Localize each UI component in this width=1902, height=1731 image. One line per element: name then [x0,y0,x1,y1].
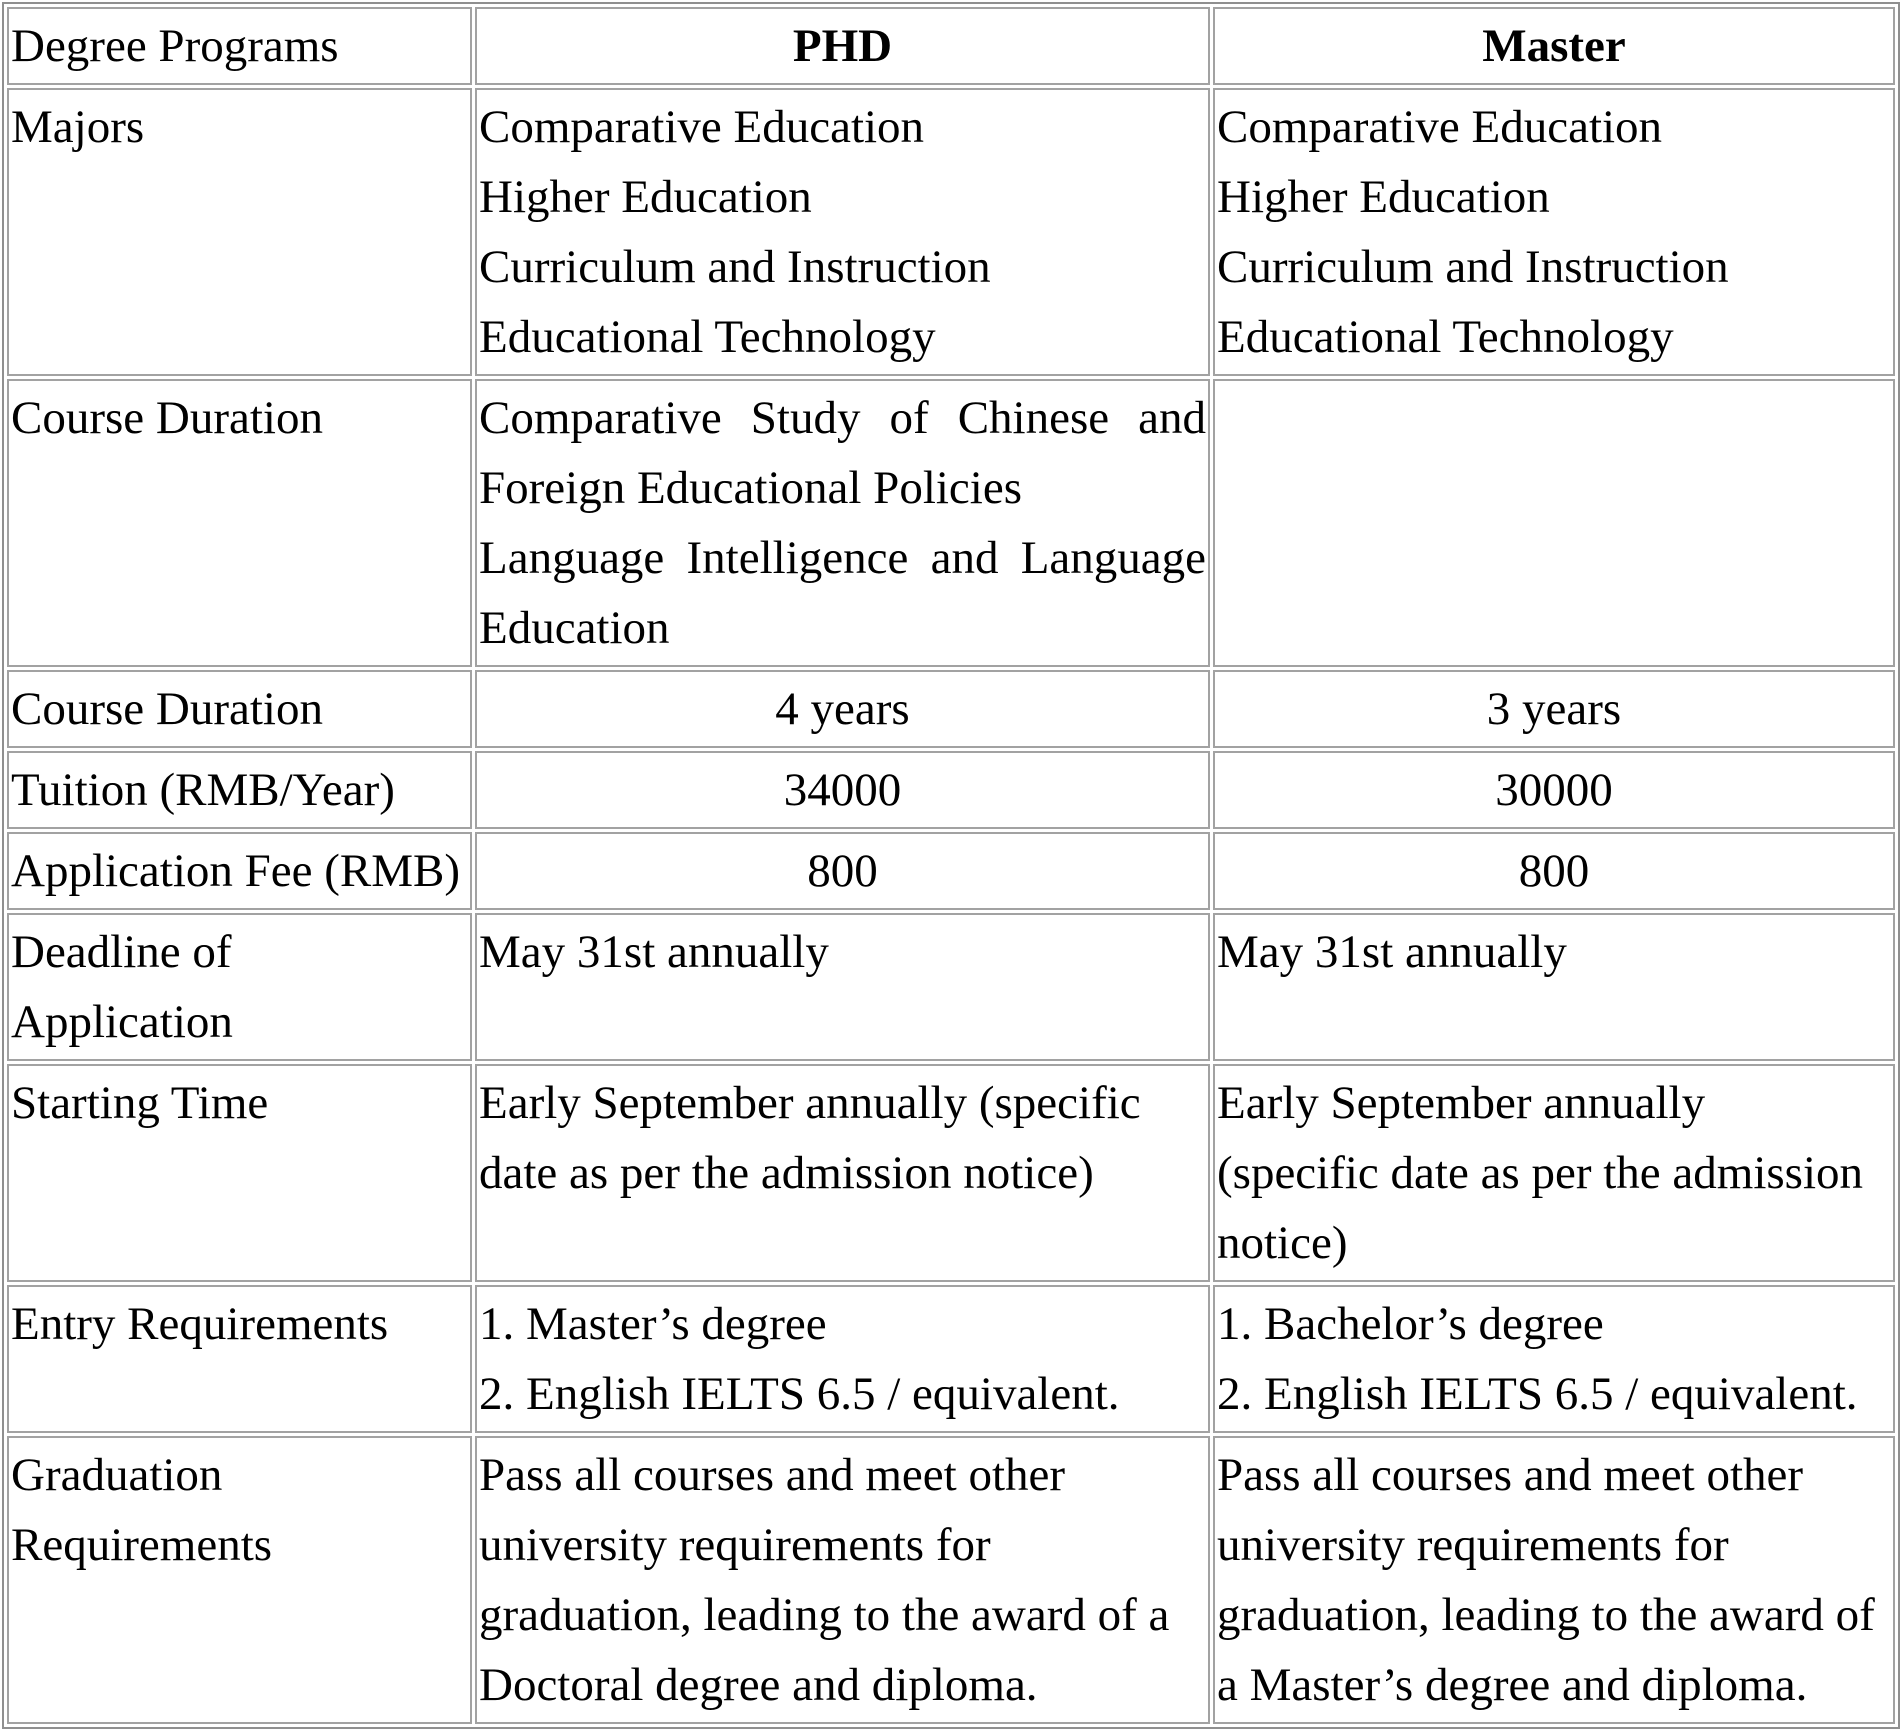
row-label-cell [7,1285,472,1433]
text-line: 800 [1518,845,1590,897]
table-row [7,1285,1895,1433]
text-line: Comparative Study of Chinese and [479,392,1206,444]
phd-cell [475,88,1210,376]
text-line: (specific date as per the admission [1217,1147,1864,1199]
text-line: May 31st annually [479,926,829,978]
table-head [7,7,1895,85]
text-line: date as per the admission notice) [479,1147,1094,1199]
phd-cell [475,1064,1210,1282]
text-line: university requirements for [1217,1519,1729,1571]
text-line: 30000 [1495,764,1613,816]
phd-cell [475,751,1210,829]
text-line: Entry Requirements [11,1298,389,1350]
table-row [7,1436,1895,1724]
header-cell-phd [475,7,1210,85]
phd-cell [475,379,1210,667]
text-line: Tuition (RMB/Year) [11,764,395,816]
table-row [7,670,1895,748]
table-row [7,913,1895,1061]
table-row [7,832,1895,910]
text-line: 2. English IELTS 6.5 / equivalent. [479,1368,1120,1420]
master-cell [1213,1285,1895,1433]
text-line: 4 years [775,683,910,735]
master-cell [1213,832,1895,910]
row-label-cell [7,913,472,1061]
table-row [7,1064,1895,1282]
text-line: Requirements [11,1519,273,1571]
text-line: Graduation [11,1449,223,1501]
row-label-cell [7,1064,472,1282]
text-line: Early September annually [1217,1077,1706,1129]
text-line: Foreign Educational Policies [479,462,1023,514]
text-line: 1. Master’s degree [479,1298,827,1350]
header-cell-degree-programs [7,7,472,85]
phd-cell [475,1285,1210,1433]
text-line: graduation, leading to the award of a [479,1589,1170,1641]
text-line: 3 years [1486,683,1622,735]
text-line: Language Intelligence and Language [479,532,1206,584]
table-row [7,379,1895,667]
text-line: Application [11,996,233,1048]
degree-programs-table [2,2,1900,1729]
master-cell [1213,1064,1895,1282]
text-line: Higher Education [479,171,812,223]
header-label: PHD [792,20,893,72]
row-label-cell [7,88,472,376]
row-label-cell [7,1436,472,1724]
text-line: Doctoral degree and diploma. [479,1659,1038,1711]
text-line: Curriculum and Instruction [479,241,991,293]
text-line: Pass all courses and meet other [1217,1449,1804,1501]
text-line: Educational Technology [1217,311,1674,363]
phd-cell [475,913,1210,1061]
master-cell [1213,670,1895,748]
text-line: Comparative Education [1217,101,1663,153]
header-cell-master [1213,7,1895,85]
text-line: 2. English IELTS 6.5 / equivalent. [1217,1368,1858,1420]
text-line: university requirements for [479,1519,991,1571]
table-row [7,88,1895,376]
text-line: Course Duration [11,683,323,735]
row-label-cell [7,751,472,829]
phd-cell [475,1436,1210,1724]
text-line: a Master’s degree and diploma. [1217,1659,1808,1711]
text-line: Application Fee (RMB) [11,845,461,897]
master-cell [1213,913,1895,1061]
text-line: Educational Technology [479,311,936,363]
master-cell [1213,379,1895,667]
text-line: notice) [1217,1217,1348,1269]
text-line: 1. Bachelor’s degree [1217,1298,1604,1350]
phd-cell [475,670,1210,748]
text-line: Comparative Education [479,101,925,153]
text-line: Education [479,602,670,654]
text-line: May 31st annually [1217,926,1567,978]
master-cell [1213,88,1895,376]
text-line: 800 [807,845,878,897]
text-line: 34000 [783,764,902,816]
text-line: Early September annually (specific [479,1077,1141,1129]
phd-cell [475,832,1210,910]
text-line: graduation, leading to the award of [1217,1589,1875,1641]
row-label-cell [7,670,472,748]
header-label: Degree Programs [11,20,339,72]
row-label-cell [7,379,472,667]
text-line: Pass all courses and meet other [479,1449,1066,1501]
table-header-row [7,7,1895,85]
text-line: Course Duration [11,392,323,444]
text-line: Starting Time [11,1077,269,1129]
master-cell [1213,1436,1895,1724]
text-line: Higher Education [1217,171,1550,223]
table-body [7,88,1895,1724]
row-label-cell [7,832,472,910]
header-label: Master [1482,20,1626,72]
master-cell [1213,751,1895,829]
text-line: Majors [11,101,145,153]
text-line: Deadline of [11,926,232,978]
text-line: Curriculum and Instruction [1217,241,1729,293]
table-row [7,751,1895,829]
